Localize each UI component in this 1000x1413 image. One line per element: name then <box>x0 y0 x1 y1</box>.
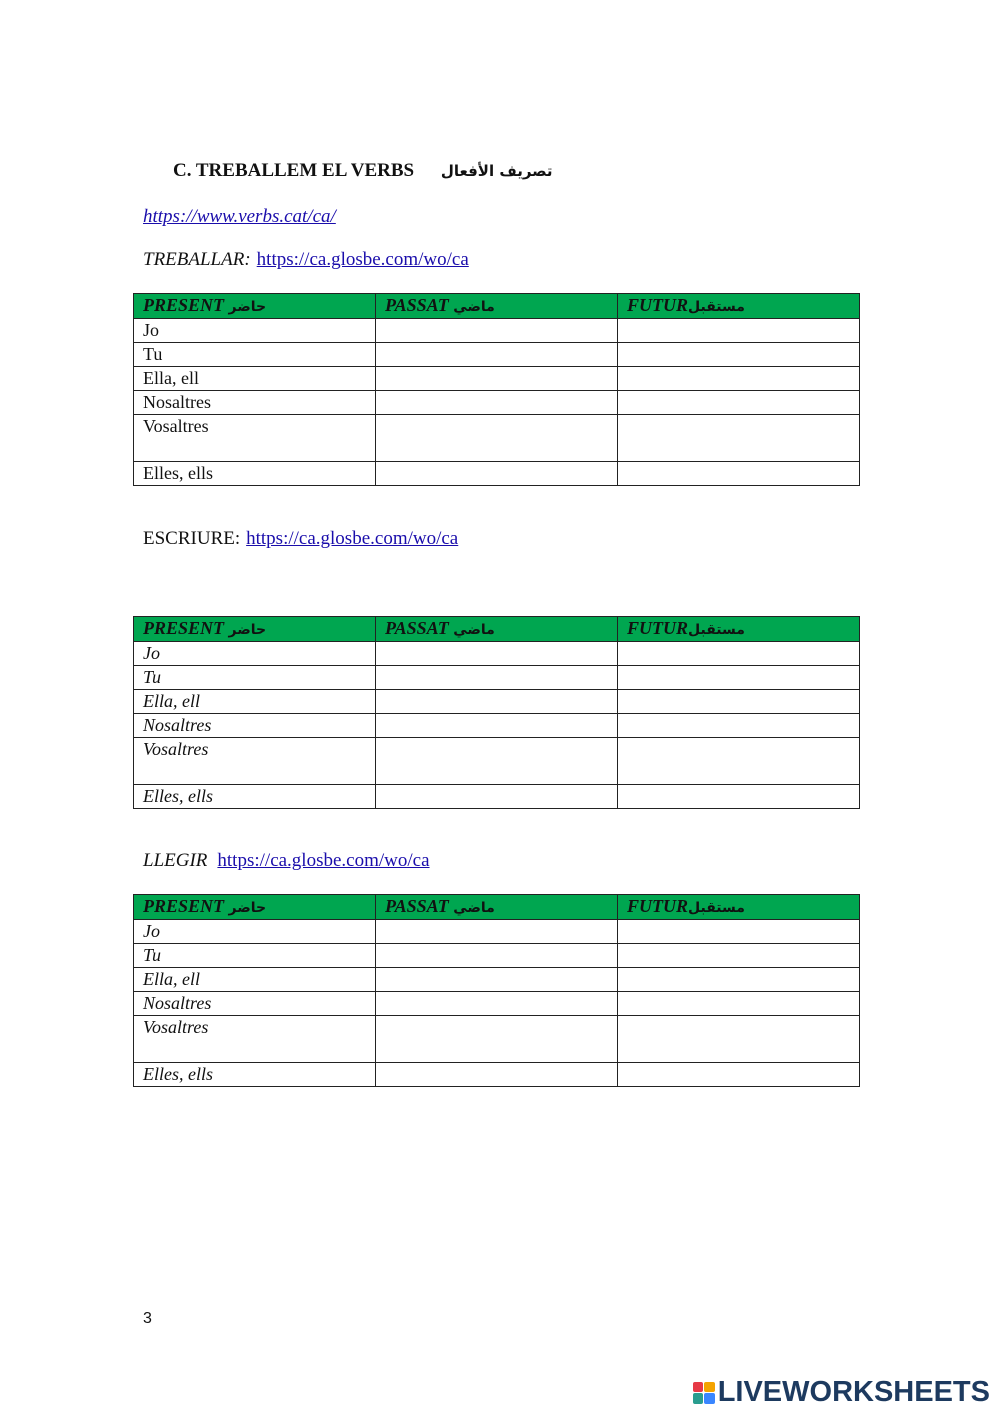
header-futur: FUTURمستقبل <box>618 895 860 920</box>
answer-cell[interactable] <box>618 1063 860 1087</box>
answer-cell[interactable] <box>618 785 860 809</box>
table-row <box>134 738 860 785</box>
pronoun-cell: Vosaltres <box>134 738 376 785</box>
pronoun-cell: Nosaltres <box>134 391 376 415</box>
answer-cell[interactable] <box>618 920 860 944</box>
header-present: PRESENT حاضر <box>134 294 376 319</box>
table-row <box>134 343 860 367</box>
table-row <box>134 992 860 1016</box>
answer-cell[interactable] <box>376 391 618 415</box>
table-row <box>134 462 860 486</box>
answer-cell[interactable] <box>618 666 860 690</box>
pronoun-cell: Jo <box>134 920 376 944</box>
table-row <box>134 1016 860 1063</box>
header-passat: PASSAT ماضي <box>376 294 618 319</box>
section-heading <box>173 160 553 182</box>
answer-cell[interactable] <box>618 415 860 462</box>
pronoun-cell: Ella, ell <box>134 968 376 992</box>
glosbe-link[interactable]: https://ca.glosbe.com/wo/ca <box>256 249 469 270</box>
table-row <box>134 944 860 968</box>
answer-cell[interactable] <box>618 391 860 415</box>
header-present: PRESENT حاضر <box>134 895 376 920</box>
pronoun-cell: Jo <box>134 642 376 666</box>
table-header-row <box>134 617 860 642</box>
answer-cell[interactable] <box>376 319 618 343</box>
liveworksheets-logo-icon <box>693 1382 715 1404</box>
table-row <box>134 714 860 738</box>
answer-cell[interactable] <box>618 714 860 738</box>
glosbe-link[interactable]: https://ca.glosbe.com/wo/ca <box>217 850 430 871</box>
answer-cell[interactable] <box>376 785 618 809</box>
brand-name: LIVEWORKSHEETS <box>717 1376 990 1408</box>
answer-cell[interactable] <box>376 462 618 486</box>
answer-cell[interactable] <box>376 1016 618 1063</box>
table-row <box>134 666 860 690</box>
table-row <box>134 920 860 944</box>
answer-cell[interactable] <box>376 415 618 462</box>
table-header-row <box>134 895 860 920</box>
page-number: 3 <box>143 1310 152 1327</box>
verb-label: TREBALLAR: <box>143 249 251 270</box>
answer-cell[interactable] <box>618 738 860 785</box>
verbs-link[interactable]: https://www.verbs.cat/ca/ <box>143 206 336 227</box>
header-futur: FUTURمستقبل <box>618 294 860 319</box>
brand-watermark <box>693 1376 990 1409</box>
answer-cell[interactable] <box>376 343 618 367</box>
answer-cell[interactable] <box>376 1063 618 1087</box>
answer-cell[interactable] <box>618 690 860 714</box>
table-row <box>134 785 860 809</box>
header-passat: PASSAT ماضي <box>376 617 618 642</box>
table-row <box>134 690 860 714</box>
answer-cell[interactable] <box>618 367 860 391</box>
answer-cell[interactable] <box>376 944 618 968</box>
pronoun-cell: Elles, ells <box>134 785 376 809</box>
section-1-title <box>143 249 469 271</box>
header-present: PRESENT حاضر <box>134 617 376 642</box>
answer-cell[interactable] <box>376 968 618 992</box>
answer-cell[interactable] <box>376 714 618 738</box>
answer-cell[interactable] <box>376 992 618 1016</box>
answer-cell[interactable] <box>618 319 860 343</box>
pronoun-cell: Tu <box>134 343 376 367</box>
table-header-row <box>134 294 860 319</box>
heading-arabic: تصريف الأفعال <box>440 162 553 180</box>
verbs-link-line <box>143 206 336 228</box>
heading-label: C. TREBALLEM EL VERBS <box>173 160 415 181</box>
pronoun-cell: Nosaltres <box>134 992 376 1016</box>
table-row <box>134 367 860 391</box>
answer-cell[interactable] <box>618 343 860 367</box>
pronoun-cell: Nosaltres <box>134 714 376 738</box>
header-futur: FUTURمستقبل <box>618 617 860 642</box>
pronoun-cell: Tu <box>134 666 376 690</box>
pronoun-cell: Jo <box>134 319 376 343</box>
table-row <box>134 1063 860 1087</box>
answer-cell[interactable] <box>376 666 618 690</box>
answer-cell[interactable] <box>618 992 860 1016</box>
pronoun-cell: Tu <box>134 944 376 968</box>
pronoun-cell: Vosaltres <box>134 1016 376 1063</box>
answer-cell[interactable] <box>618 944 860 968</box>
section-3-title <box>143 850 430 872</box>
section-2-title <box>143 528 458 550</box>
answer-cell[interactable] <box>618 462 860 486</box>
pronoun-cell: Vosaltres <box>134 415 376 462</box>
verb-label: LLEGIR <box>143 850 208 871</box>
table-row <box>134 968 860 992</box>
conjugation-table-2 <box>133 616 860 809</box>
table-row <box>134 319 860 343</box>
answer-cell[interactable] <box>618 1016 860 1063</box>
pronoun-cell: Elles, ells <box>134 462 376 486</box>
pronoun-cell: Elles, ells <box>134 1063 376 1087</box>
glosbe-link[interactable]: https://ca.glosbe.com/wo/ca <box>246 528 459 549</box>
answer-cell[interactable] <box>376 642 618 666</box>
header-passat: PASSAT ماضي <box>376 895 618 920</box>
answer-cell[interactable] <box>376 367 618 391</box>
table-row <box>134 391 860 415</box>
verb-label: ESCRIURE: <box>143 528 241 549</box>
conjugation-table-1 <box>133 293 860 486</box>
table-row <box>134 642 860 666</box>
pronoun-cell: Ella, ell <box>134 367 376 391</box>
conjugation-table-3 <box>133 894 860 1087</box>
answer-cell[interactable] <box>618 968 860 992</box>
table-row <box>134 415 860 462</box>
pronoun-cell: Ella, ell <box>134 690 376 714</box>
answer-cell[interactable] <box>376 738 618 785</box>
answer-cell[interactable] <box>376 690 618 714</box>
answer-cell[interactable] <box>376 920 618 944</box>
answer-cell[interactable] <box>618 642 860 666</box>
